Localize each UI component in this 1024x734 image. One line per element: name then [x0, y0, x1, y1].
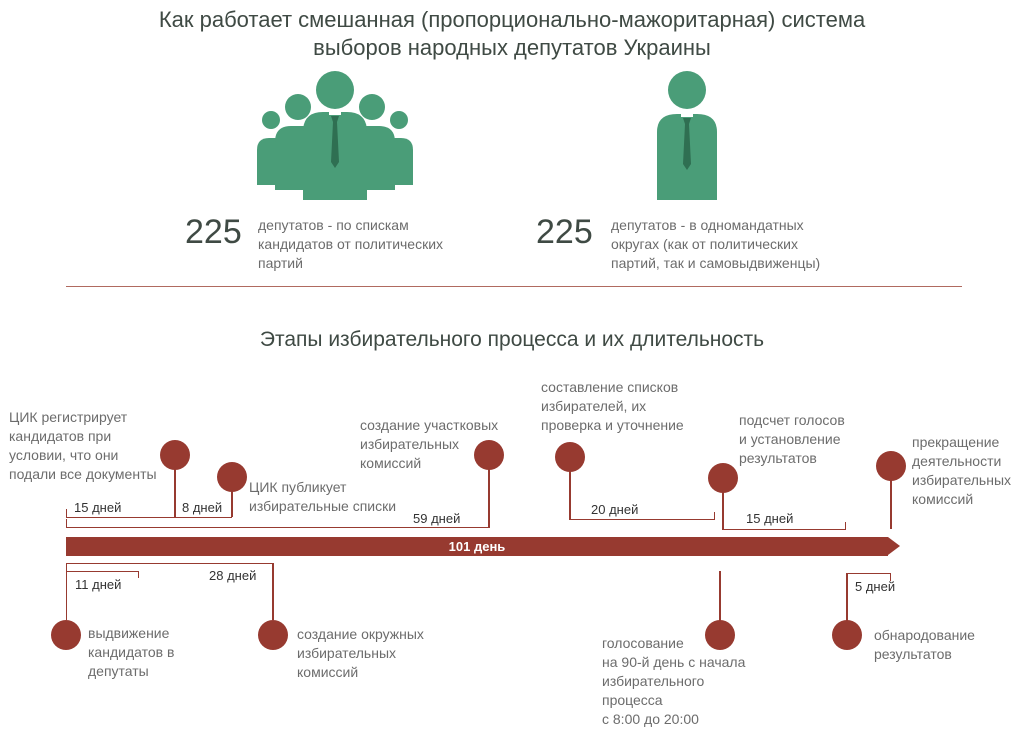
duration-bracket [722, 529, 846, 530]
stage-dot-polling-commissions [474, 440, 504, 470]
stage-dot-publish-lists [217, 462, 247, 492]
stage-stem [66, 571, 67, 620]
stage-label-line: голосование [602, 635, 684, 651]
stage-label-vote-count [739, 411, 845, 468]
duration-15-days-count: 15 дней [746, 511, 794, 526]
duration-bracket [66, 571, 139, 572]
stage-label-nomination [88, 624, 174, 681]
list-seats-number: 225 [185, 213, 242, 251]
stage-label-line: избирательных [297, 645, 397, 661]
page-title-line-2: выборов народных депутатов Украины [313, 35, 711, 60]
stage-label-line: процесса [602, 692, 663, 708]
page-title-line-1: Как работает смешанная (пропорционально-мажоритарная) система [158, 7, 866, 32]
stage-label-line: деятельности [912, 453, 1002, 469]
stage-dot-nomination [51, 620, 81, 650]
stage-label-line: создание окружных [297, 626, 424, 642]
stage-label-results [874, 626, 975, 664]
stage-label-commissions-end [912, 433, 1011, 509]
district-seats-description [611, 216, 820, 273]
stage-dot-results [832, 620, 862, 650]
stage-label-line: подали все документы [9, 466, 157, 482]
stage-label-line: ЦИК регистрирует [9, 409, 128, 425]
duration-15-days: 15 дней [74, 500, 122, 515]
stage-stem [174, 469, 176, 517]
stage-label-line: результатов [739, 450, 817, 466]
stage-stem [488, 469, 490, 528]
stage-label-line: избирательного [602, 673, 705, 689]
stage-label-line: кандидатов при [9, 428, 112, 444]
duration-bracket-tick [845, 522, 846, 530]
stage-label-line: комиссий [360, 455, 422, 471]
stage-dot-vote-count [708, 463, 738, 493]
duration-bracket-tick [66, 509, 67, 518]
district-seats-desc-line: партий, так и самовыдвиженцы) [611, 255, 821, 271]
timeline-arrow-head [888, 537, 900, 555]
duration-59-days: 59 дней [413, 511, 461, 526]
stage-dot-district-commissions [258, 620, 288, 650]
stage-dot-voter-lists [555, 442, 585, 472]
stage-label-line: проверка и уточнение [541, 417, 684, 433]
duration-5-days: 5 дней [855, 579, 896, 594]
stage-label-line: результатов [874, 646, 952, 662]
duration-bracket-tick [138, 571, 139, 578]
stage-label-district-commissions [297, 625, 424, 682]
duration-bracket-tick [66, 563, 67, 572]
stage-stem [231, 491, 233, 517]
duration-bracket [176, 517, 232, 518]
stage-label-line: обнародование [874, 627, 975, 643]
stage-label-line: условии, что они [9, 447, 119, 463]
duration-bracket [66, 517, 176, 518]
list-seats-desc-line: партий [258, 255, 303, 271]
stage-dot-commissions-end [876, 451, 906, 481]
stage-label-line: прекращение [912, 434, 1000, 450]
duration-bracket [66, 563, 273, 564]
stage-label-line: на 90-й день с начала [602, 654, 746, 670]
stage-dot-registration [160, 440, 190, 470]
stage-label-line: избирателей, их [541, 398, 647, 414]
stage-stem [890, 480, 892, 529]
duration-28-days: 28 дней [209, 568, 257, 583]
stage-stem [569, 471, 571, 519]
stage-label-line: с 8:00 до 20:00 [602, 711, 699, 727]
stage-label-line: ЦИК публикует [249, 479, 347, 495]
stage-label-line: комиссий [912, 491, 974, 507]
stage-stem [719, 571, 721, 621]
stage-label-line: избирательных [912, 472, 1012, 488]
district-seats-number: 225 [536, 213, 593, 251]
list-seats-desc-line: депутатов - по спискам [258, 217, 409, 233]
list-seats-desc-line: кандидатов от политических [258, 236, 444, 252]
duration-bracket [569, 519, 715, 520]
section-divider [66, 286, 962, 287]
duration-bracket [66, 527, 490, 528]
stage-label-line: и установление [739, 431, 841, 447]
stage-label-line: кандидатов в [88, 644, 175, 660]
timeline-total-duration: 101 день [448, 539, 506, 554]
stage-label-line: подсчет голосов [739, 412, 845, 428]
stage-label-line: выдвижение [88, 625, 170, 641]
duration-20-days: 20 дней [591, 502, 639, 517]
stage-label-line: составление списков [541, 379, 679, 395]
list-seats-description [258, 216, 443, 273]
duration-bracket-tick [66, 519, 67, 528]
stages-title: Этапы избирательного процесса и их длительность [259, 328, 765, 351]
stage-label-registration [9, 408, 157, 484]
duration-bracket [847, 573, 891, 574]
duration-11-days: 11 дней [75, 577, 122, 592]
stage-label-voter-lists [541, 378, 684, 435]
stage-label-voting [602, 634, 745, 729]
stage-stem [846, 573, 848, 622]
stage-label-line: комиссий [297, 664, 359, 680]
duration-bracket-tick [714, 512, 715, 520]
stage-label-line: избирательные списки [249, 498, 397, 514]
group-of-people-icon [255, 70, 415, 202]
stage-stem [722, 492, 724, 529]
stage-label-line: создание участковых [360, 417, 499, 433]
district-seats-desc-line: округах (как от политических [611, 236, 798, 252]
duration-8-days: 8 дней [182, 500, 223, 515]
stage-label-publish-lists [249, 478, 396, 516]
single-person-icon [655, 70, 719, 202]
stage-label-line: избирательных [360, 436, 460, 452]
district-seats-desc-line: депутатов - в одномандатных [611, 217, 804, 233]
stage-label-line: депутаты [88, 663, 149, 679]
stage-stem [272, 563, 274, 620]
